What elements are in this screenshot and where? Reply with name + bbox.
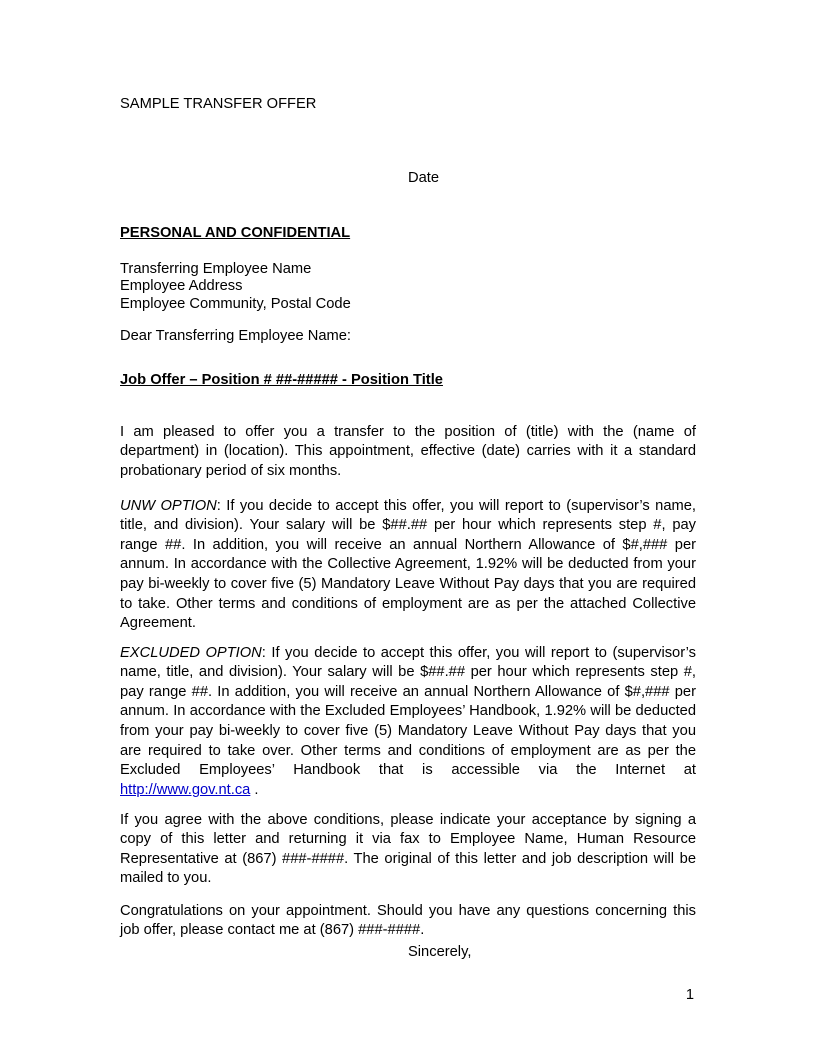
excluded-option-text-after-link: .	[250, 781, 259, 798]
unw-option-text: : If you decide to accept this offer, you will report to (supervisor’s name, title, and division). Your salary will be $##.## per hour which represents step #, pay range ##. In addition, you will receive an annual Northern Allowance of $#,### per annum. In accordance with the Collective Agreement, 1.92% will be deducted from your pay bi-weekly to cover five (5) Mandatory Leave Without Pay days that you are required to take. Other terms and conditions of employment are as per the attached Collective Agreement.	[120, 497, 696, 632]
date-line: Date	[408, 170, 440, 186]
recipient-address-block	[120, 261, 351, 313]
paragraph-congratulations: Congratulations on your appointment. Should you have any questions concerning this job offer, please contact me at (867) ###-####.	[120, 902, 696, 939]
document-title: SAMPLE TRANSFER OFFER	[120, 96, 317, 112]
recipient-community-postal: Employee Community, Postal Code	[120, 295, 351, 312]
excluded-option-label: EXCLUDED OPTION	[120, 644, 262, 661]
unw-option-label: UNW OPTION	[120, 497, 217, 514]
closing-salutation: Sincerely,	[408, 944, 472, 960]
job-offer-heading: Job Offer – Position # ##-##### - Position Title	[120, 372, 443, 388]
recipient-address: Employee Address	[120, 278, 243, 295]
recipient-name: Transferring Employee Name	[120, 261, 312, 277]
page-number: 1	[685, 987, 695, 1003]
paragraph-excluded-option	[120, 644, 696, 801]
paragraph-acceptance-instructions: If you agree with the above conditions, please indicate your acceptance by signing a copy of this letter and returning it via fax to Employee Name, Human Resource Representative at (867) ###-####. The original of this letter and job description will be mailed to you.	[120, 811, 696, 887]
confidential-heading: PERSONAL AND CONFIDENTIAL	[120, 225, 351, 241]
excluded-option-text-before-link: : If you decide to accept this offer, you will report to (supervisor’s name, title, and division). Your salary will be $##.## per hour which represents step #, pay range ##. In addition, you will receive an annual Northern Allowance of $#,### per annum. In accordance with the Excluded Employees’ Handbook, 1.92% will be deducted from your pay bi-weekly to cover five (5) Mandatory Leave Without Pay days that you are required to take over. Other terms and conditions of employment are as per the Excluded Employees’ Handbook that is accessible via the Internet at	[120, 644, 696, 779]
paragraph-introduction: I am pleased to offer you a transfer to the position of (title) with the (name of department) in (location). This appointment, effective (date) carries with it a standard probationary period of six months.	[120, 423, 696, 479]
gov-nt-ca-link[interactable]: http://www.gov.nt.ca	[120, 781, 251, 798]
paragraph-unw-option	[120, 497, 696, 634]
salutation: Dear Transferring Employee Name:	[120, 328, 352, 344]
